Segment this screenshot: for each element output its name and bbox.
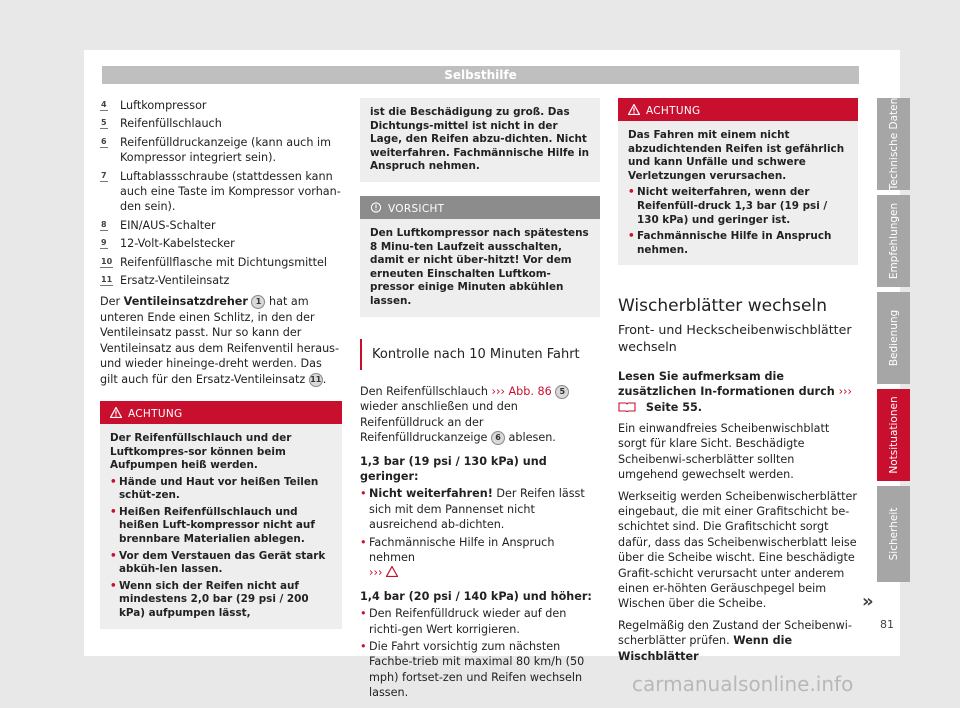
text-run: hat am unteren Ende einen Schlitz, in den der Ventileinsatz passt. Nur so kann der Ventileinsatz aus dem Reifenventil heraus- und wieder hineinge-dreht werden. Das gilt auch für den Ersatz-Ventileinsatz — [100, 295, 340, 386]
legend-text: Reifenfülldruckanzeige (kann auch im Kompressor integriert sein). — [120, 135, 331, 165]
intro-paragraph — [618, 369, 858, 415]
body-paragraph: Werkseitig werden Scheibenwischerblätter eingebaut, die mit einer Grafitschicht be-schichtet sind. Die Grafitschicht sorgt dafür, dass das Scheibenwischerblatt leise über die Scheibe wischt. Eine beschädigte Grafit-schicht verursacht unter anderem einen er-höhten Geräuschpegel beim Wischen über die Scheibe. — [618, 489, 857, 611]
continue-arrow-icon: » — [862, 591, 874, 612]
legend-text: Reifenfüllflasche mit Dichtungsmittel — [120, 255, 328, 269]
legend-list — [100, 98, 342, 288]
warning-box-driving — [618, 98, 858, 265]
text-run: Regelmäßig den Zustand der Scheibenwi-scherblätter prüfen. — [618, 618, 852, 648]
case-heading-high: 1,4 bar (20 psi / 140 kPa) und höher: — [360, 589, 592, 603]
tab-technische-daten[interactable] — [877, 98, 910, 190]
column-3 — [618, 98, 858, 670]
chapter-title: Wischerblätter wechseln — [618, 296, 827, 317]
caution-box — [360, 196, 600, 317]
legend-text: 12-Volt-Kabelstecker — [120, 237, 235, 251]
legend-num: 6 — [101, 136, 107, 146]
check-paragraph — [360, 384, 600, 446]
warning-intro: Das Fahren mit einem nicht abzudichtenden Reifen ist gefährlich und kann Unfälle und schwere Verletzungen verursachen. — [628, 129, 845, 182]
warning-box-continued — [360, 98, 600, 182]
text-run: wieder anschließen und den Reifenfülldruck an der Reifenfülldruckanzeige — [360, 400, 518, 445]
warning-body — [618, 121, 858, 265]
body-paragraph: Ein einwandfreies Scheibenwischblatt sorgt für klare Sicht. Beschädigte Scheibenwi-scherblätter sollten umgehend gewechselt werden. — [618, 421, 830, 482]
tab-label: Bedienung — [887, 309, 900, 367]
warning-bullet: • Fachmännische Hilfe in Anspruch nehmen. — [628, 230, 848, 257]
term-bold: Nicht weiterfahren! — [369, 487, 493, 501]
warning-bullet: • Nicht weiterfahren, wenn der Reifenfüll-druck 1,3 bar (19 psi / 130 kPa) und geringer ist. — [628, 186, 848, 227]
caution-title: VORSICHT — [388, 202, 445, 215]
legend-num: 5 — [101, 118, 107, 128]
warning-continued-text: ist die Beschädigung zu groß. Das Dichtungs-mittel ist nicht in der Lage, den Reifen abzu-dichten. Nicht weiterfahren. Fachmännische Hilfe in Anspruch nehmen. — [370, 106, 590, 173]
text-run: ablesen. — [505, 431, 556, 445]
text-run: Fachmännische Hilfe in Anspruch nehmen — [369, 535, 555, 564]
legend-text: EIN/AUS-Schalter — [120, 218, 216, 232]
legend-text: Luftablassschraube (stattdessen kann auch eine Taste im Kompressor vorhan-den sein). — [120, 169, 341, 214]
tab-bedienung[interactable] — [877, 292, 910, 384]
legend-num: 4 — [101, 100, 107, 109]
tab-empfehlungen[interactable] — [877, 195, 910, 287]
legend-num: 8 — [101, 219, 107, 229]
legend-item — [100, 218, 342, 233]
legend-text: Luftkompressor — [120, 99, 207, 112]
text-run: Den Reifenfüllschlauch — [360, 384, 492, 398]
chapter-subtitle: Front- und Heckscheibenwischblätter wechseln — [618, 321, 852, 354]
valve-tool-paragraph — [100, 294, 342, 386]
warning-body — [100, 424, 342, 629]
tab-notsituationen[interactable] — [877, 389, 910, 481]
legend-num: 10 — [101, 256, 113, 266]
page-header: Selbsthilfe — [102, 66, 859, 84]
case-bullet: • Die Fahrt vorsichtig zum nächsten Fachbe-trieb mit maximal 80 km/h (50 mph) fortset-zen und Reifen wechseln lassen. — [360, 639, 600, 701]
legend-num: 9 — [101, 238, 107, 248]
text-run: Seite 55. — [642, 400, 703, 414]
page-number: 81 — [880, 618, 894, 631]
body-paragraph — [618, 618, 858, 664]
tab-label: Technische Daten — [887, 97, 900, 191]
warning-header — [618, 101, 858, 121]
warning-header — [100, 404, 342, 424]
callout-number: 1 — [251, 295, 265, 309]
legend-item — [100, 98, 342, 113]
text-run: Der — [100, 295, 124, 309]
info-circle-icon — [370, 202, 382, 213]
warning-bullet: • Wenn sich der Reifen nicht auf mindestens 2,0 bar (29 psi / 200 kPa) aufpumpen lässt, — [110, 580, 332, 621]
callout-number: 5 — [555, 385, 569, 399]
figure-link[interactable]: ››› Abb. 86 — [491, 384, 552, 398]
legend-text: Ersatz-Ventileinsatz — [120, 274, 230, 288]
legend-item — [100, 236, 342, 251]
warning-title: ACHTUNG — [128, 407, 183, 420]
case-bullet — [360, 535, 600, 581]
legend-num: 7 — [101, 170, 107, 180]
tab-sicherheit[interactable] — [877, 486, 910, 582]
caution-header — [360, 199, 600, 219]
column-1 — [100, 98, 342, 629]
warning-bullet: • Heißen Reifenfüllschlauch und heißen Luft-kompressor nicht auf brennbare Materialien ablegen. — [110, 506, 332, 547]
warning-title: ACHTUNG — [646, 105, 701, 117]
legend-item — [100, 255, 342, 270]
text-run: Der Reifen lässt sich mit dem Pannenset nicht ausreichend ab-dichten. — [369, 487, 585, 532]
case-bullet: • Den Reifenfülldruck wieder auf den richti-gen Wert korrigieren. — [360, 606, 600, 637]
term-bold: Wenn die Wischblätter — [618, 634, 793, 663]
legend-item — [100, 116, 342, 131]
text-run: Lesen Sie aufmerksam die zusätzlichen In-formationen durch — [618, 369, 839, 399]
tab-label: Sicherheit — [887, 507, 900, 561]
warning-intro: Der Reifenfüllschlauch und der Luftkompres-sor können beim Aufpumpen heiß werden. — [110, 431, 292, 472]
reference-arrows[interactable]: ››› — [838, 385, 852, 399]
legend-item — [100, 273, 342, 288]
warning-triangle-icon — [110, 407, 122, 418]
legend-num: 11 — [101, 275, 113, 285]
case-heading-low: 1,3 bar (19 psi / 130 kPa) und geringer: — [360, 454, 547, 483]
warning-box-hot — [100, 401, 342, 629]
reference-arrows[interactable]: ››› — [369, 566, 383, 580]
case-bullet — [360, 486, 600, 532]
caution-text: Den Luftkompressor nach spätestens 8 Minu-ten Laufzeit ausschalten, damit er nicht über-hitzt! Vor dem erneuten Einschalten Luftkom-pressor einige Minuten abkühlen lassen. — [370, 226, 589, 307]
watermark: carmanualsonline.info — [632, 672, 854, 696]
legend-item — [100, 169, 342, 215]
tab-label: Notsituationen — [887, 396, 900, 474]
warning-triangle-icon — [386, 566, 398, 577]
warning-bullet: • Hände und Haut vor heißen Teilen schüt-zen. — [110, 476, 332, 503]
legend-text: Reifenfüllschlauch — [120, 117, 222, 131]
callout-number: 6 — [491, 431, 505, 445]
warning-bullet: • Vor dem Verstauen das Gerät stark abküh-len lassen. — [110, 550, 332, 577]
warning-triangle-icon — [628, 104, 640, 115]
tab-label: Empfehlungen — [887, 202, 900, 280]
legend-item — [100, 135, 342, 166]
callout-number: 11 — [309, 373, 323, 387]
book-icon — [618, 401, 636, 412]
column-2 — [360, 98, 600, 703]
section-heading: Kontrolle nach 10 Minuten Fahrt — [360, 339, 600, 370]
text-run: . — [322, 372, 327, 386]
term-bold: Ventileinsatzdreher — [123, 295, 248, 309]
